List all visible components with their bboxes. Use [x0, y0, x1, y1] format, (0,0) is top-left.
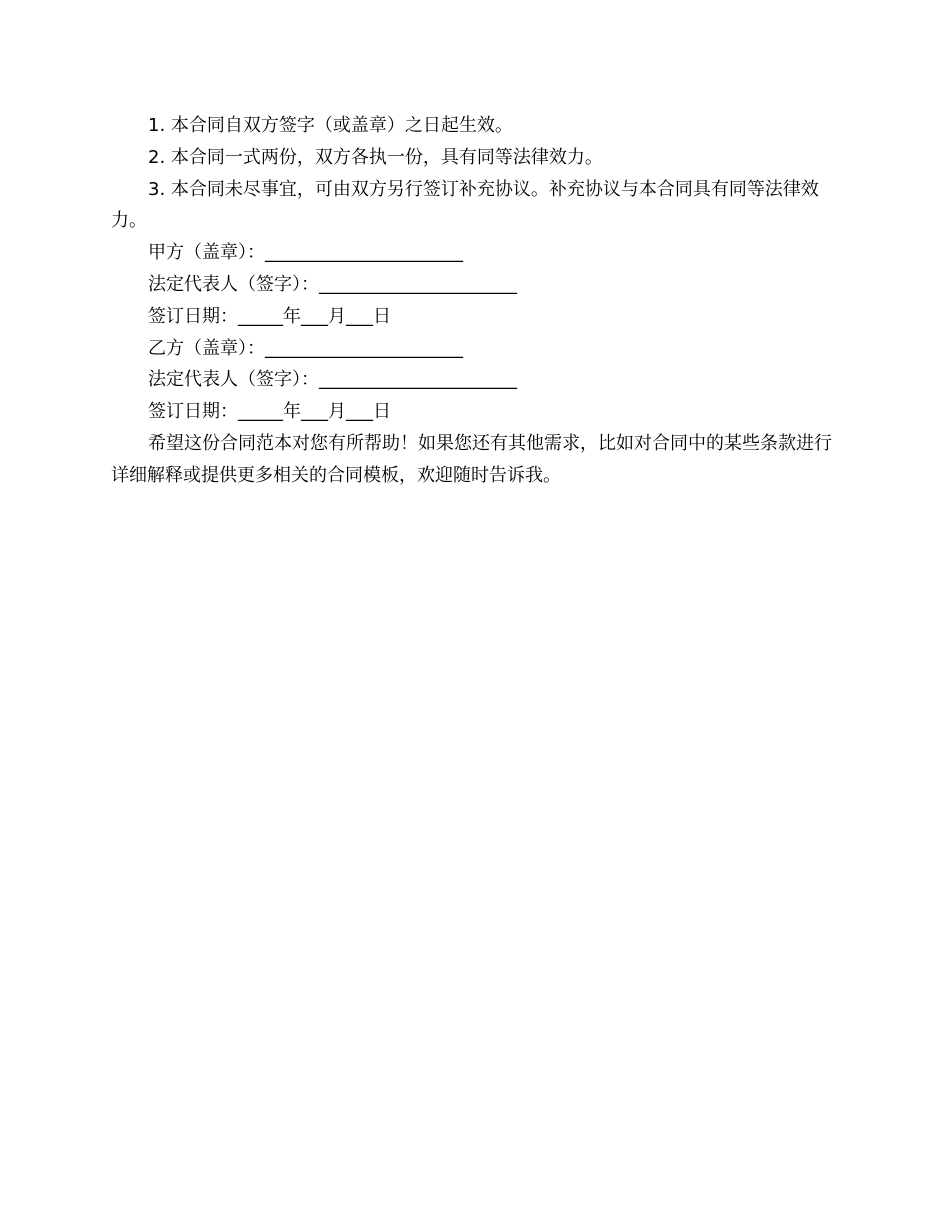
closing-note: 希望这份合同范本对您有所帮助！如果您还有其他需求，比如对合同中的某些条款进行详细解释或提供更多相关的合同模板，欢迎随时告诉我。	[111, 432, 832, 486]
clause-copies: 2. 本合同一式两份，双方各执一份，具有同等法律效力。	[148, 146, 603, 168]
party-a-seal-line: 甲方（盖章）：______________________	[148, 242, 463, 264]
party-b-representative-line: 法定代表人（签字）：______________________	[148, 369, 517, 391]
party-b-sign-date-line: 签订日期：_____年___月___日	[148, 401, 391, 423]
document-body	[111, 110, 841, 492]
party-b-seal-line: 乙方（盖章）：______________________	[148, 337, 463, 359]
party-a-representative-line: 法定代表人（签字）：______________________	[148, 273, 517, 295]
clause-effective-date: 1. 本合同自双方签字（或盖章）之日起生效。	[148, 115, 513, 136]
party-a-sign-date-line: 签订日期：_____年___月___日	[148, 305, 391, 327]
clause-supplementary: 3. 本合同未尽事宜，可由双方另行签订补充协议。补充协议与本合同具有同等法律效力。	[111, 178, 819, 232]
